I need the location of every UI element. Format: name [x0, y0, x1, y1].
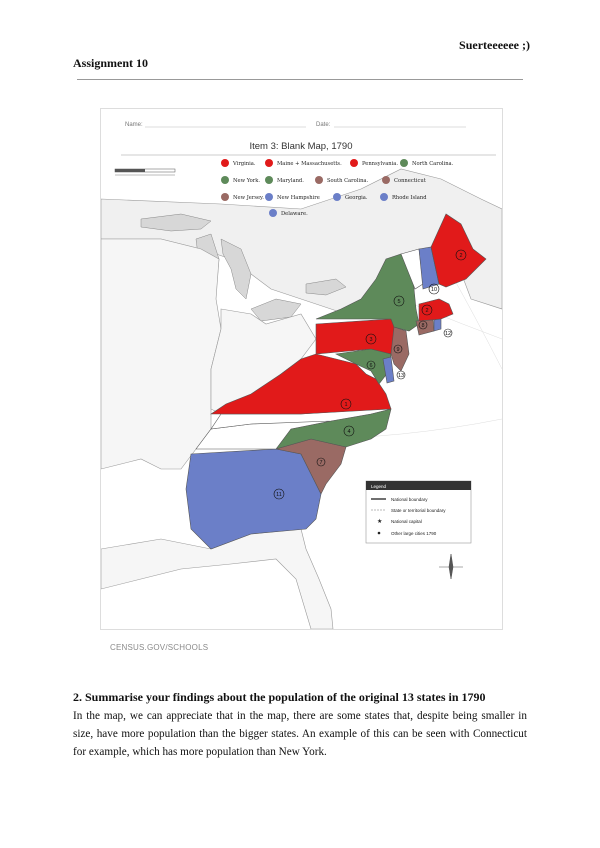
- key-item-9: [221, 193, 264, 201]
- svg-text:Virginia.: Virginia.: [233, 161, 256, 167]
- svg-text:★: ★: [377, 519, 383, 525]
- svg-text:6: 6: [369, 363, 373, 369]
- key-item-4: [400, 159, 454, 167]
- svg-text:New Hampshire: New Hampshire: [277, 195, 320, 201]
- state-rhode-island: [434, 319, 441, 331]
- key-item-6: [265, 176, 304, 184]
- svg-text:12: 12: [444, 331, 452, 337]
- key-item-1: [221, 159, 256, 167]
- name-label: Name:: [125, 122, 143, 128]
- state-delaware: [383, 357, 394, 383]
- scale-bar: [115, 169, 175, 175]
- state-massachusetts: [419, 299, 453, 321]
- svg-text:1: 1: [344, 402, 348, 408]
- svg-text:Pennsylvania.: Pennsylvania.: [362, 161, 399, 167]
- svg-text:3: 3: [369, 337, 373, 343]
- svg-text:10: 10: [430, 287, 438, 293]
- key-item-7: [315, 176, 369, 184]
- svg-text:2: 2: [459, 253, 463, 259]
- key-item-11: [333, 193, 368, 201]
- svg-text:11: 11: [276, 492, 282, 498]
- key-item-2: [265, 159, 342, 167]
- svg-text:8: 8: [421, 323, 425, 329]
- date-label: Date:: [316, 122, 331, 128]
- svg-text:7: 7: [319, 460, 323, 466]
- svg-text:Delaware.: Delaware.: [281, 211, 308, 217]
- svg-text:13: 13: [397, 373, 405, 379]
- svg-text:National capital: National capital: [391, 519, 422, 524]
- svg-text:Connecticut: Connecticut: [394, 178, 426, 184]
- map-title: Item 3: Blank Map, 1790: [249, 141, 353, 152]
- header-greeting: Suerteeeeee ;): [459, 38, 530, 52]
- svg-text:5: 5: [397, 299, 401, 305]
- svg-text:Georgia.: Georgia.: [345, 195, 368, 201]
- key-item-10: [265, 193, 320, 201]
- key-item-3: [350, 159, 398, 167]
- svg-text:New Jersey.: New Jersey.: [233, 195, 264, 201]
- svg-text:2: 2: [425, 308, 429, 314]
- legend-title: Legend: [371, 484, 387, 489]
- svg-text:State or territorial boundary: State or territorial boundary: [391, 508, 446, 513]
- svg-text:Maryland.: Maryland.: [277, 178, 304, 184]
- svg-text:Other large cities 1790: Other large cities 1790: [391, 531, 437, 536]
- svg-text:South Carolina.: South Carolina.: [327, 178, 369, 184]
- state-connecticut: [416, 320, 434, 335]
- map-image: [100, 108, 503, 630]
- key-item-8: [382, 176, 427, 184]
- map-credit: CENSUS.GOV/SCHOOLS: [110, 643, 209, 652]
- assignment-title: Assignment 10: [73, 56, 149, 70]
- svg-text:4: 4: [347, 429, 351, 435]
- question-heading: 2. Summarise your findings about the population of the original 13 states in 1790: [73, 690, 486, 704]
- map-legend: [366, 481, 471, 543]
- svg-text:National boundary: National boundary: [391, 497, 428, 502]
- svg-text:New York.: New York.: [233, 178, 261, 184]
- svg-text:Rhode Island: Rhode Island: [392, 195, 427, 201]
- svg-text:Maine + Massachusetts.: Maine + Massachusetts.: [277, 161, 342, 167]
- key-item-13: [269, 209, 308, 217]
- header-divider: [77, 79, 523, 80]
- svg-text:North Carolina.: North Carolina.: [412, 161, 454, 167]
- svg-text:9: 9: [396, 347, 400, 353]
- answer-paragraph: In the map, we can appreciate that in the map, there are some states that, despite being smaller in size, have more population than the bigger states. An example of this can be seen with Connecticut for example, which has more population than New York.: [73, 710, 527, 758]
- key-item-5: [221, 176, 260, 184]
- compass-icon: [439, 554, 463, 579]
- state-pennsylvania: [316, 319, 396, 354]
